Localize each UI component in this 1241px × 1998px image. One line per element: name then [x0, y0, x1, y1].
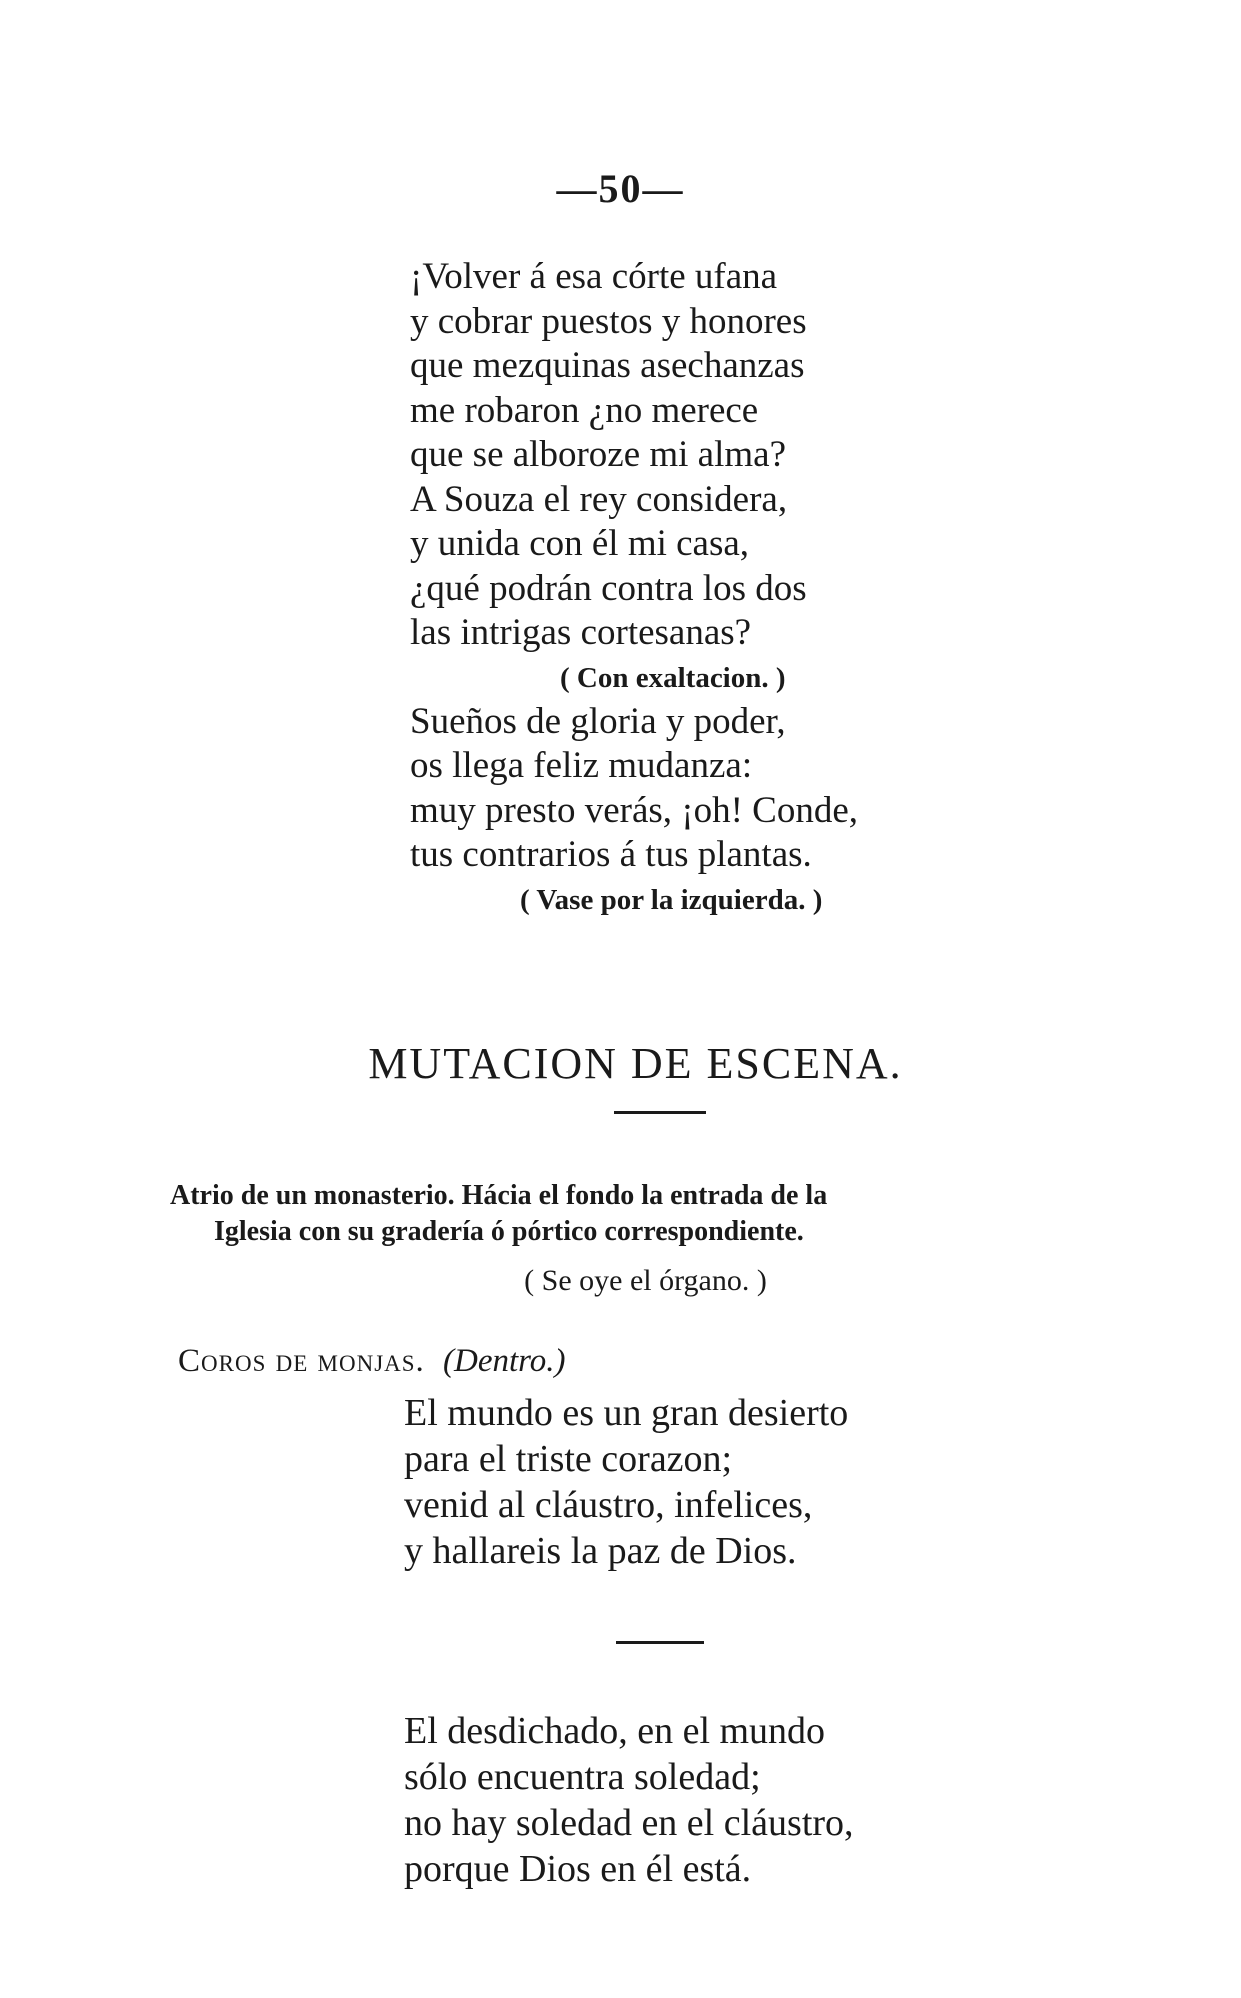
stage-direction-organ: ( Se oye el órgano. )	[524, 1264, 767, 1297]
verse-line: para el triste corazon;	[404, 1438, 733, 1480]
verse-line: El mundo es un gran desierto	[404, 1392, 849, 1434]
verse-line: ¿qué podrán contra los dos	[410, 567, 807, 609]
divider-rule	[614, 1111, 706, 1114]
verse-line: y cobrar puestos y honores	[410, 300, 807, 342]
verse-line: ¡Volver á esa córte ufana	[410, 256, 778, 297]
verse-line: Sueños de gloria y poder,	[410, 700, 786, 742]
verse-line: A Souza el rey considera,	[410, 478, 788, 520]
verse-line: El desdichado, en el mundo	[404, 1710, 826, 1752]
scene-description	[170, 1178, 1150, 1250]
page-number: —50—	[556, 166, 685, 211]
speaker-direction: (Dentro.)	[443, 1343, 566, 1379]
verse-line: que se alboroze mi alma?	[410, 434, 786, 475]
scene-description-line: Atrio de un monasterio. Hácia el fondo la entrada de la	[170, 1180, 828, 1211]
chorus-stanza-1	[404, 1390, 1164, 1574]
verse-line: porque Dios en él está.	[404, 1848, 752, 1890]
verse-line: y unida con él mi casa,	[410, 523, 750, 564]
chorus-heading	[178, 1343, 566, 1380]
stage-direction: ( Vase por la izquierda. )	[520, 883, 823, 916]
scene-heading: MUTACION DE ESCENA.	[368, 1039, 903, 1088]
verse-line: venid al cláustro, infelices,	[404, 1484, 813, 1526]
verse-line: me robaron ¿no merece	[410, 389, 759, 431]
verse-line: y hallareis la paz de Dios.	[404, 1530, 797, 1572]
verse-line: que mezquinas asechanzas	[410, 345, 805, 386]
verse-block-1	[410, 255, 1170, 922]
verse-line: os llega feliz mudanza:	[410, 745, 753, 786]
verse-line: muy presto verás, ¡oh! Conde,	[410, 789, 859, 831]
verse-line: sólo encuentra soledad;	[404, 1756, 761, 1798]
divider-rule	[616, 1641, 704, 1644]
speaker-name: Coros de monjas.	[178, 1343, 425, 1379]
stage-direction: ( Con exaltacion. )	[560, 661, 786, 694]
chorus-stanza-2	[404, 1708, 1164, 1892]
verse-line: tus contrarios á tus plantas.	[410, 834, 812, 875]
verse-line: las intrigas cortesanas?	[410, 612, 752, 653]
scene-description-line: Iglesia con su gradería ó pórtico correspondiente.	[214, 1216, 804, 1247]
verse-line: no hay soledad en el cláustro,	[404, 1802, 854, 1844]
